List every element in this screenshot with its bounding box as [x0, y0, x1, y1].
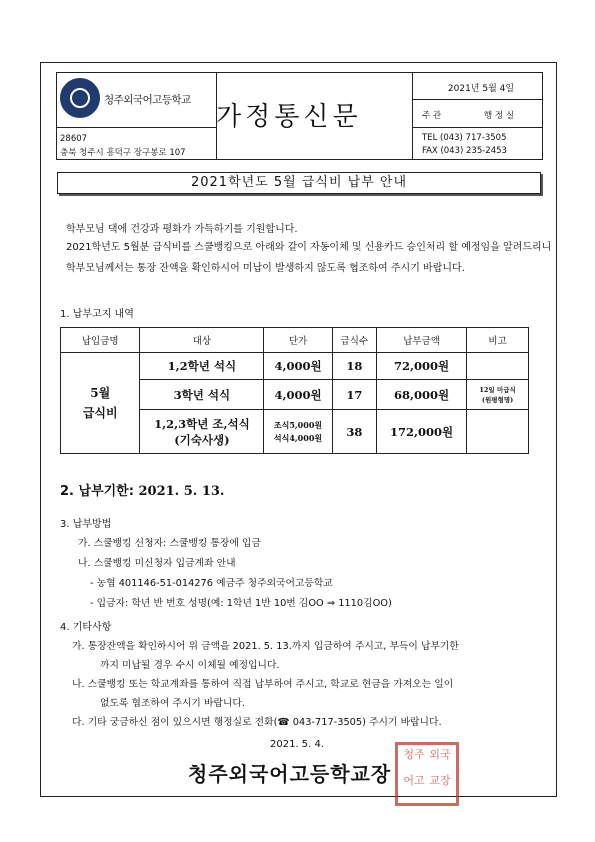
intro-body: 2021학년도 5월분 급식비를 스쿨뱅킹으로 아래와 같이 자동이체 및 신용카드 승인처리 할 예정임을 알려드리니 학부모님께서는 통장 잔액을 확인하시어 미납이 발생하지 않도록 협조하여 주시기 바랍니다.: [66, 242, 552, 274]
owner-value: 행 정 실: [484, 111, 515, 121]
deadline-label: 2. 납부기한:: [60, 484, 134, 499]
tel-number: TEL (043) 717-3505: [422, 133, 507, 143]
row3-price: [264, 410, 332, 454]
item-name-cell: [61, 353, 140, 454]
fee-table: [60, 327, 529, 454]
row1-note: [467, 353, 529, 380]
row2-target: 3학년 석식: [140, 380, 264, 410]
row2-note-line1: 12일 미급식: [479, 385, 516, 394]
etc-na-2: 없도록 협조하여 주시기 바랍니다.: [100, 698, 245, 709]
closing-date: 2021. 5. 4.: [270, 739, 325, 750]
row3-amount: 172,000원: [377, 410, 467, 454]
row3-note: [467, 410, 529, 454]
subject-title: 2021학년도 5월 급식비 납부 안내: [57, 172, 541, 194]
row3-target: [140, 410, 264, 454]
col-header-item: 납입금명: [61, 328, 140, 353]
table-header-row: [61, 328, 529, 353]
row1-amount: 72,000원: [377, 353, 467, 380]
item-name-line2: 급식비: [82, 406, 118, 420]
official-seal-icon: 청주 외국 어고 교장: [395, 742, 459, 806]
deadline-value: 2021. 5. 13.: [138, 484, 225, 499]
col-header-price: 단가: [264, 328, 332, 353]
intro-greeting: 학부모님 댁에 건강과 평화가 가득하기를 기원합니다.: [66, 224, 298, 235]
owner-label: 주 관: [422, 111, 442, 121]
depositor-format: - 입금자: 학년 반 번호 성명(예: 1학년 1반 10번 김OO ⇒ 1110김OO): [90, 598, 392, 609]
principal-signature: 청주외국어고등학교장: [188, 762, 392, 786]
document-title: 가정통신문: [216, 102, 362, 132]
school-address: 충북 청주시 흥덕구 장구봉로 107: [60, 148, 186, 158]
table-row: [61, 353, 529, 380]
zip-code: 28607: [60, 134, 88, 144]
row3-count: 38: [332, 410, 376, 454]
payment-deadline: [60, 480, 224, 499]
col-header-note: 비고: [467, 328, 529, 353]
row3-price-line2: 석식4,000원: [273, 432, 323, 443]
row3-price-line1: 조식5,000원: [273, 419, 323, 430]
issue-date: 2021년 5월 4일: [447, 84, 515, 94]
col-header-target: 대상: [140, 328, 264, 353]
row2-price: 4,000원: [264, 380, 332, 410]
row2-note: [467, 380, 529, 410]
row1-target: 1,2학년 석식: [140, 353, 264, 380]
row3-target-line2: (기숙사생): [174, 432, 230, 447]
row2-count: 17: [332, 380, 376, 410]
method-na: 나. 스쿨뱅킹 미신청자 입금계좌 안내: [78, 558, 236, 569]
method-ga: 가. 스쿨뱅킹 신청자: 스쿨뱅킹 통장에 입금: [78, 538, 261, 549]
section3-title: 3. 납부방법: [60, 519, 112, 530]
row2-amount: 68,000원: [377, 380, 467, 410]
school-logo-icon: [60, 78, 100, 118]
row2-note-line2: (원평형명): [481, 395, 514, 404]
row3-target-line1: 1,2,3학년 조,석식: [154, 416, 250, 431]
col-header-count: 급식수: [332, 328, 376, 353]
row1-price: 4,000원: [264, 353, 332, 380]
etc-ga-2: 까지 미납될 경우 수시 이체될 예정입니다.: [100, 660, 280, 671]
row1-count: 18: [332, 353, 376, 380]
etc-da: 다. 기타 궁금하신 점이 있으시면 행정실로 전화(☎ 043-717-3505) 주시기 바랍니다.: [72, 717, 442, 728]
fax-number: FAX (043) 235-2453: [422, 146, 507, 156]
bank-account: - 농협 401146-51-014276 예금주 청주외국어고등학교: [90, 578, 333, 589]
etc-na-1: 나. 스쿨뱅킹 또는 학교계좌를 통하여 직접 납부하여 주시고, 학교로 현금을 가져오는 일이: [72, 679, 454, 690]
etc-ga-1: 가. 통장잔액을 확인하시어 위 금액을 2021. 5. 13.까지 입금하여 주시고, 부득이 납부기한: [72, 641, 459, 652]
section1-title: 1. 납부고지 내역: [60, 309, 134, 320]
section4-title: 4. 기타사항: [60, 622, 112, 633]
col-header-amount: 납부금액: [377, 328, 467, 353]
item-name-line1: 5월: [90, 386, 111, 400]
school-name: 청주외국어고등학교: [104, 94, 191, 106]
